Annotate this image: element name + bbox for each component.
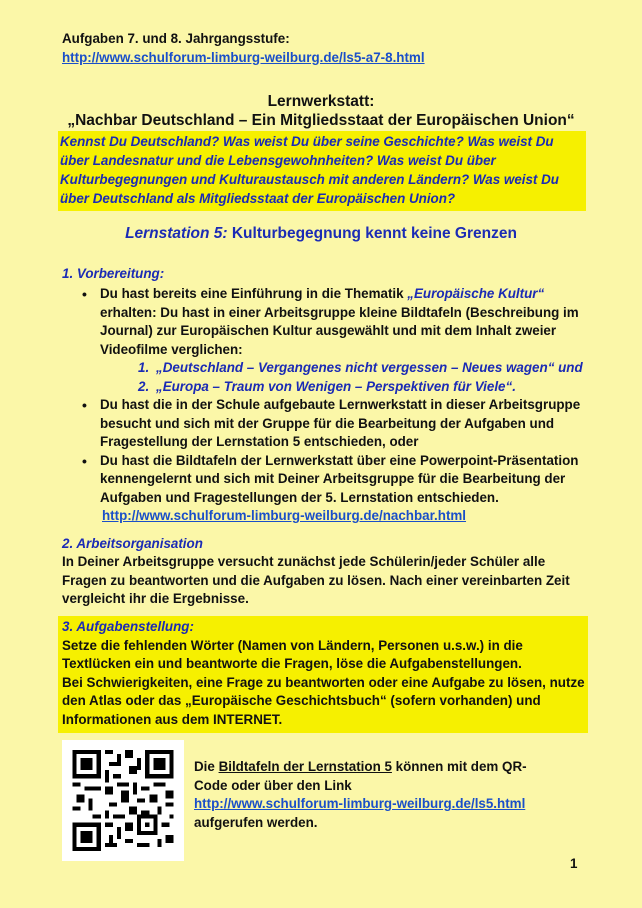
bullet1-topic: „Europäische Kultur“ <box>407 286 545 301</box>
bullet1-text: Du hast bereits eine Einführung in die Thematik <box>100 286 408 301</box>
header <box>62 30 425 67</box>
film-number: 1. <box>138 360 150 375</box>
qr-code[interactable] <box>62 740 184 861</box>
qr-code-icon <box>72 750 174 851</box>
bullet-icon: • <box>82 397 87 413</box>
film-item <box>138 378 590 397</box>
workshop-title: Lernwerkstatt: <box>267 93 375 110</box>
section1-link-row <box>80 507 590 526</box>
section3-body2: Bei Schwierigkeiten, eine Frage zu beantworten oder eine Aufgabe zu lösen, nutze den Atlas oder das „Europäische Geschichtsbuch“ (sofern vorhanden) und Informationen aus dem INTERNET. <box>62 674 585 727</box>
section1-heading: 1. Vorbereitung: <box>62 266 165 281</box>
workshop-subtitle: „Nachbar Deutschland – Ein Mitgliedsstaat der Europäischen Union“ <box>67 112 575 129</box>
list-item <box>80 285 590 396</box>
list-item <box>80 396 590 452</box>
bullet2-text: Du hast die in der Schule aufgebaute Lernwerkstatt in dieser Arbeitsgruppe besucht und sich mit der Gruppe für die Bearbeitung der Aufgaben und Fragestellung der Lernstation 5 entschieden, oder <box>100 397 581 449</box>
qr-post-text: können mit dem QR-Code oder über den Link <box>194 759 527 793</box>
film-number: 2. <box>138 378 150 394</box>
section2-body: In Deiner Arbeitsgruppe versucht zunächst jede Schülerin/jeder Schüler alle Fragen zu beantworten und die Aufgaben zu lösen. Nach einer vereinbarten Zeit vergleicht ihr die Ergebnisse. <box>62 554 570 606</box>
film-title: „Europa – Traum von Wenigen – Perspektiven für Viele“. <box>156 378 516 394</box>
qr-tail: aufgerufen werden. <box>194 814 318 830</box>
station-title <box>0 225 642 243</box>
bullet-icon: • <box>82 286 87 302</box>
station-name: Kulturbegegnung kennt keine Grenzen <box>227 225 517 242</box>
bullet1-text-cont: erhalten: Du hast in einer Arbeitsgruppe kleine Bildtafeln (Beschreibung im Journal) zur Europäischen Kultur ausgewählt und mit dem Inhalt zweier Videofilme verglichen: <box>100 304 579 357</box>
section2-heading: 2. Arbeitsorganisation <box>62 536 203 551</box>
qr-underlined-text: Bildtafeln der Lernstation 5 <box>218 759 392 774</box>
film-list <box>100 359 590 396</box>
bullet-icon: • <box>82 452 87 469</box>
grade-label: Aufgaben 7. und 8. Jahrgangsstufe: <box>62 31 290 46</box>
nachbar-link[interactable]: http://www.schulforum-limburg-weilburg.de/nachbar.html <box>102 508 467 523</box>
film-item <box>138 359 590 378</box>
section3-box <box>58 616 588 733</box>
bullet3-text: Du hast die Bildtafeln der Lernwerkstatt über eine Powerpoint-Präsentation kennengelernt und sich mit Deiner Arbeitsgruppe für die Bearbeitung der Aufgaben und Fragestellungen der 5. Lernstation entschieden. <box>100 452 579 505</box>
list-item <box>80 452 590 508</box>
page-number: 1 <box>570 856 578 871</box>
section3-body1: Setze die fehlenden Wörter (Namen von Ländern, Personen u.s.w.) in die Textlücken ein und beantworte die Fragen, löse die Aufgabenstellungen. <box>62 637 523 671</box>
qr-description <box>194 758 554 832</box>
station-label: Lernstation 5: <box>125 225 228 242</box>
film-title: „Deutschland – Vergangenes nicht vergessen – Neues wagen“ und <box>156 360 583 375</box>
section3-heading: 3. Aufgabenstellung: <box>62 619 194 634</box>
header-link[interactable]: http://www.schulforum-limburg-weilburg.de/ls5-a7-8.html <box>62 49 425 65</box>
preparation-list <box>80 285 590 526</box>
intro-questions-box <box>58 131 586 211</box>
intro-questions: Kennst Du Deutschland? Was weist Du über seine Geschichte? Was weist Du über Landesnatur und die Lebensgewohnheiten? Was weist Du über Kulturbegegnungen und Kulturaustausch mit anderen Ländern? Was weist Du über Deutschland als Mitgliedsstaat der Europäischen Union? <box>60 134 559 206</box>
qr-pre-text: Die <box>194 759 219 774</box>
qr-link[interactable]: http://www.schulforum-limburg-weilburg.de/ls5.html <box>194 796 526 811</box>
qr-intro <box>194 758 554 795</box>
